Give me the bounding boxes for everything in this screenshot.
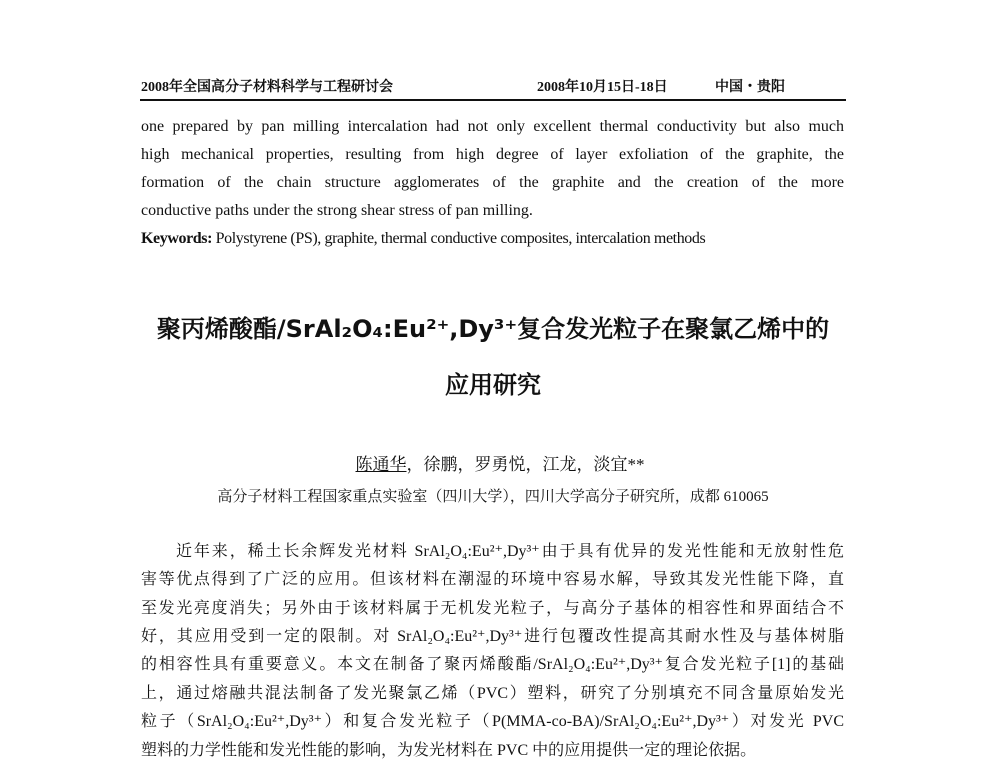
- abstract-line: formation of the chain structure agglomerates of the graphite and the creation of the more: [141, 174, 844, 191]
- running-header: [141, 76, 845, 96]
- abstract-line: one prepared by pan milling intercalation had not only excellent thermal conductivity but also much: [141, 118, 844, 135]
- co-authors: ，徐鹏，罗勇悦，江龙，淡宜**: [406, 455, 645, 474]
- first-author: 陈通华: [355, 455, 407, 474]
- body-line: 至发光亮度消失；另外由于该材料属于无机发光粒子，与高分子基体的相容性和界面结合不: [141, 600, 844, 617]
- body-line: 近年来，稀土长余辉发光材料 SrAl₂O₄:Eu²⁺,Dy³⁺由于具有优异的发光性能和无放射性危: [176, 543, 844, 560]
- keywords-label: Keywords:: [141, 230, 213, 247]
- conference-location: 中国・贵阳: [715, 80, 785, 95]
- paper-title-line2: 应用研究: [445, 371, 541, 399]
- body-line: 好，其应用受到一定的限制。对 SrAl₂O₄:Eu²⁺,Dy³⁺进行包覆改性提高其耐水性及与基体树脂: [141, 628, 844, 645]
- header-rule: [140, 99, 846, 101]
- body-line: 上，通过熔融共混法制备了发光聚氯乙烯（PVC）塑料，研究了分别填充不同含量原始发光: [141, 685, 844, 702]
- paper-title-line1: 聚丙烯酸酯/SrAl₂O₄:Eu²⁺,Dy³⁺复合发光粒子在聚氯乙烯中的: [156, 315, 830, 343]
- abstract-line: conductive paths under the strong shear stress of pan milling.: [141, 202, 533, 219]
- conference-name: 2008年全国高分子材料科学与工程研讨会: [141, 80, 393, 95]
- keywords-text: Polystyrene (PS), graphite, thermal conductive composites, intercalation methods: [212, 230, 706, 247]
- body-line: 的相容性具有重要意义。本文在制备了聚丙烯酸酯/SrAl₂O₄:Eu²⁺,Dy³⁺复合发光粒子[1]的基础: [141, 656, 844, 673]
- authors: [0, 450, 1000, 475]
- conference-date: 2008年10月15日-18日: [537, 80, 668, 95]
- body-line: 害等优点得到了广泛的应用。但该材料在潮湿的环境中容易水解，导致其发光性能下降，直: [141, 571, 844, 588]
- body-line: 塑料的力学性能和发光性能的影响，为发光材料在 PVC 中的应用提供一定的理论依据。: [141, 742, 757, 759]
- abstract-line: high mechanical properties, resulting from high degree of layer exfoliation of the graphite, the: [141, 146, 844, 163]
- affiliation: 高分子材料工程国家重点实验室（四川大学），四川大学高分子研究所，成都 610065: [217, 489, 769, 505]
- keywords: [141, 229, 844, 249]
- body-line: 粒子（SrAl₂O₄:Eu²⁺,Dy³⁺）和复合发光粒子（P(MMA-co-BA)/SrAl₂O₄:Eu²⁺,Dy³⁺）对发光 PVC: [141, 713, 844, 730]
